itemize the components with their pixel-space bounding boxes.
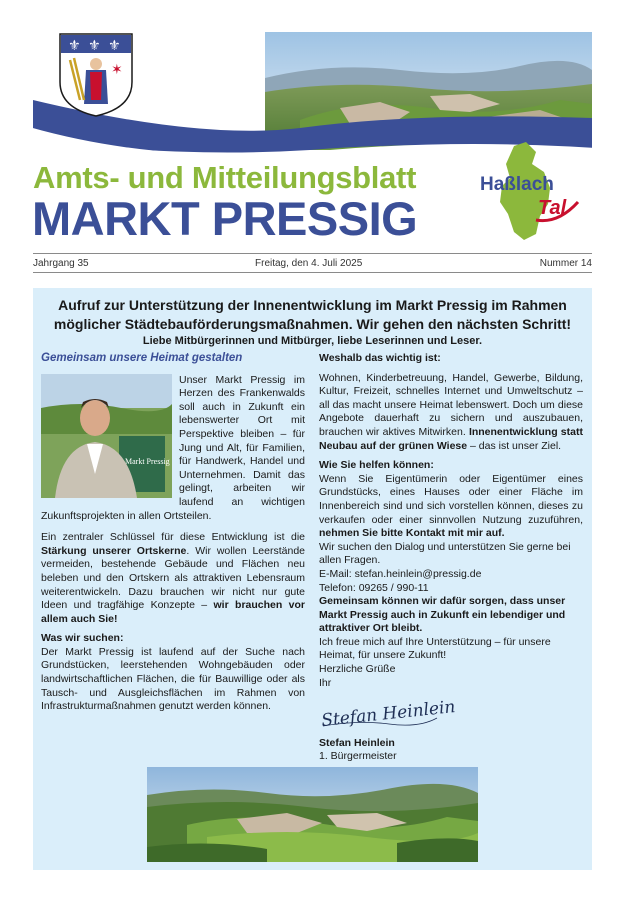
why-section-title: Weshalb das wichtig ist: (319, 352, 441, 364)
key-paragraph (41, 531, 305, 626)
masthead (0, 0, 625, 250)
contact-email[interactable]: E-Mail: stefan.heinlein@pressig.de (319, 567, 482, 580)
key-text-2: . Wir wollen Leerstände vermeiden, bestehende Gebäude und Flächen neu beleben und den Ortskern als attraktiven Lebensraum weiterentwickeln. Dazu brauchen wir nicht nur gute Ideen und tragfähige Konzepte – (41, 544, 306, 612)
article-headline: Aufruf zur Unterstützung der Innenentwicklung im Markt Pressig im Rahmen möglicher Städtebauförderungsmaßnahmen. Wir gehen den nächsten Schritt! (53, 297, 572, 332)
help-paragraph (319, 473, 583, 541)
aerial-panorama-image (147, 767, 478, 862)
regards-text: Herzliche Grüße (319, 663, 396, 676)
key-text-1: Ein zentraler Schlüssel für diese Entwicklung ist die (41, 531, 305, 544)
svg-text:⚜: ⚜ (88, 38, 101, 54)
why-bold: Innenentwicklung statt Neubau auf der grünen Wiese (319, 425, 583, 452)
hasslach-tal-logo (478, 142, 590, 242)
search-paragraph: Der Markt Pressig ist laufend auf der Suche nach Grundstücken, leerstehenden Wohngebäuden oder landwirtschaftlichen Flächen, die für Bauwillige oder als Tausch- und Ausgleichsflächen im Rahmen von Infrastrukturmaßnahmen genutzt werden können. (41, 645, 305, 713)
article-greeting: Liebe Mitbürgerinnen und Mitbürger, liebe Leserinnen und Leser. (142, 335, 483, 347)
signer-name: Stefan Heinlein (319, 736, 395, 749)
photo-sign-text: Markt Pressig (125, 456, 170, 466)
closing-bold: Gemeinsam können wir dafür sorgen, dass unser Markt Pressig auch in Zukunft ein lebendiger und attraktiver Ort bleibt. (319, 595, 566, 635)
article-left-column (41, 352, 305, 714)
issue-date: Freitag, den 4. Juli 2025 (255, 258, 363, 269)
logo-word-tal: Tal (538, 197, 567, 219)
svg-text:⚜: ⚜ (108, 38, 121, 54)
masthead-title-line2: MARKT PRESSIG (32, 192, 418, 245)
dialog-text: Wir suchen den Dialog und unterstützen Sie gerne bei allen Fragen. (319, 540, 571, 567)
article-right-column (319, 352, 583, 764)
yours-text: Ihr (319, 676, 332, 689)
issue-number: Nummer 14 (539, 258, 592, 269)
issue-info-bar (33, 253, 592, 273)
closing-text: Ich freue mich auf Ihre Unterstützung – für unsere Heimat, für unsere Zukunft! (319, 635, 551, 662)
coat-of-arms-icon (60, 34, 132, 116)
signer-role: 1. Bürgermeister (319, 750, 397, 763)
intro-paragraph: Unser Markt Pressig im Herzen des Frankenwalds soll auch in Zukunft ein lebenswerter Ort mit Perspektive bleiben – für Jung und Alt, für Familien, für Handwerk, Handel und Unternehmen. Damit das gelingt, arbeiten wir laufend an wichtigen Zukunftsprojekten in allen Ortsteilen. (41, 373, 305, 522)
key-bold-1: Stärkung unserer Ortskerne (41, 544, 187, 557)
why-text: Wohnen, Kinderbetreuung, Handel, Gewerbe, Bildung, Kultur, Freizeit, schnelles Internet und Umweltschutz – all das macht unsere Heimat lebenswert. Doch um diese Angebote dauerhaft zu sichern und auszubauen, brauchen wir aktives Mitwirken. (319, 371, 583, 438)
key-bold-2: wir brauchen vor allem auch Sie! (41, 599, 306, 625)
search-section-title: Was wir suchen: (41, 632, 124, 645)
why-paragraph (319, 372, 583, 454)
article-subhead: Gemeinsam unsere Heimat gestalten (41, 352, 243, 364)
help-text: Wenn Sie Eigentümerin oder Eigentümer eines Grundstücks, eines Hauses oder einer Fläche im Innenbereich sind und sich vorstellen können, dieses zu verkaufen oder einer sinnvollen Nutzung zuzuführen, (319, 472, 583, 526)
svg-text:✶: ✶ (111, 62, 123, 78)
logo-word-hasslach: Haßlach (480, 174, 554, 195)
mayor-photo (41, 374, 172, 498)
help-bold: nehmen Sie bitte Kontakt mit mir auf. (319, 527, 505, 540)
volume-label: Jahrgang 35 (33, 258, 89, 269)
signature-script: Stefan Heinlein (320, 697, 457, 732)
help-section-title: Wie Sie helfen können: (319, 459, 434, 472)
masthead-title-line1: Amts- und Mitteilungsblatt (33, 160, 417, 195)
contact-phone: Telefon: 09265 / 990-11 (319, 581, 429, 594)
handwritten-signature (319, 696, 457, 732)
why-end: – das ist unser Ziel. (467, 439, 562, 452)
svg-text:⚜: ⚜ (68, 38, 81, 54)
